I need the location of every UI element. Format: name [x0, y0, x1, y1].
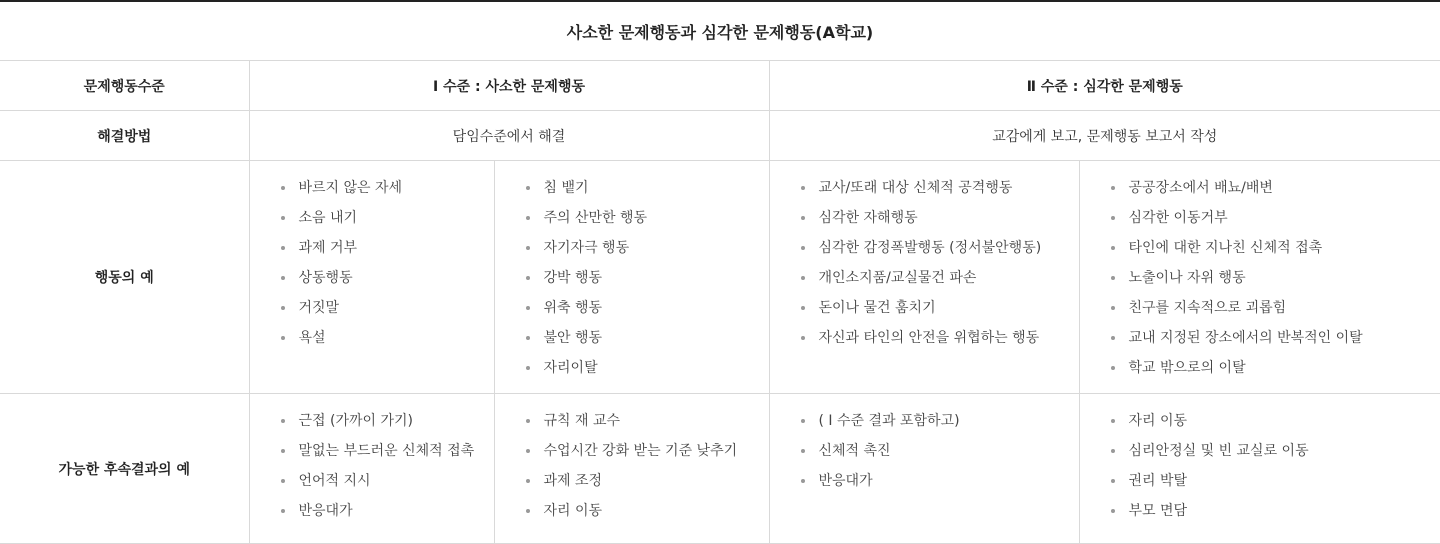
outcomes-col3: [769, 394, 1079, 544]
list-item: 노출이나 자위 행동: [1111, 263, 1440, 293]
list-item: 자리 이동: [1111, 406, 1440, 436]
bullet-list: [250, 161, 494, 363]
outcomes-col4: [1079, 394, 1440, 544]
list-item: 타인에 대한 지나친 신체적 접촉: [1111, 233, 1440, 263]
examples-col3: [769, 161, 1079, 394]
row-label-resolution: 해결방법: [0, 111, 249, 161]
list-item: 공공장소에서 배뇨/배변: [1111, 173, 1440, 203]
table-title: 사소한 문제행동과 심각한 문제행동(A학교): [0, 1, 1440, 61]
outcomes-col2: [494, 394, 769, 544]
list-item: 심각한 감정폭발행동 (정서불안행동): [801, 233, 1079, 263]
list-item: 심각한 자해행동: [801, 203, 1079, 233]
level2-resolution: 교감에게 보고, 문제행동 보고서 작성: [769, 111, 1440, 161]
level1-resolution: 담임수준에서 해결: [249, 111, 769, 161]
list-item: 불안 행동: [526, 323, 769, 353]
list-item: 자신과 타인의 안전을 위협하는 행동: [801, 323, 1079, 353]
list-item: 자리이탈: [526, 353, 769, 383]
row-label-examples: 행동의 예: [0, 161, 249, 394]
list-item: 위축 행동: [526, 293, 769, 323]
bullet-list: [770, 394, 1079, 506]
list-item: 권리 박탈: [1111, 466, 1440, 496]
bullet-list: [1080, 394, 1440, 536]
bullet-list: [250, 394, 494, 536]
list-item: 교내 지정된 장소에서의 반복적인 이탈: [1111, 323, 1440, 353]
list-item: 심각한 이동거부: [1111, 203, 1440, 233]
list-item: 말없는 부드러운 신체적 접촉: [281, 436, 494, 466]
row-label-outcomes: 가능한 후속결과의 예: [0, 394, 249, 544]
examples-col4: [1079, 161, 1440, 394]
list-item: 돈이나 물건 훔치기: [801, 293, 1079, 323]
list-item: 과제 조정: [526, 466, 769, 496]
list-item: 상동행동: [281, 263, 494, 293]
list-item: 주의 산만한 행동: [526, 203, 769, 233]
list-item: 반응대가: [801, 466, 1079, 496]
list-item: 자기자극 행동: [526, 233, 769, 263]
bullet-list: [495, 394, 769, 536]
list-item: 과제 거부: [281, 233, 494, 263]
bullet-list: [770, 161, 1079, 363]
list-item: 자리 이동: [526, 496, 769, 526]
list-item: 신체적 촉진: [801, 436, 1079, 466]
examples-col1: [249, 161, 494, 394]
list-item: 학교 밖으로의 이탈: [1111, 353, 1440, 383]
list-item: 수업시간 강화 받는 기준 낮추기: [526, 436, 769, 466]
list-item: 거짓말: [281, 293, 494, 323]
examples-col2: [494, 161, 769, 394]
list-item: 심리안정실 및 빈 교실로 이동: [1111, 436, 1440, 466]
list-item: 바르지 않은 자세: [281, 173, 494, 203]
level2-header: Ⅱ 수준 : 심각한 문제행동: [769, 61, 1440, 111]
bullet-list: [495, 161, 769, 393]
list-item: 언어적 지시: [281, 466, 494, 496]
list-item: 개인소지품/교실물건 파손: [801, 263, 1079, 293]
list-item: 침 뱉기: [526, 173, 769, 203]
list-item: 반응대가: [281, 496, 494, 526]
list-item: 욕설: [281, 323, 494, 353]
list-item: 부모 면담: [1111, 496, 1440, 526]
row-label-level: 문제행동수준: [0, 61, 249, 111]
list-item: 근접 (가까이 가기): [281, 406, 494, 436]
list-item: 소음 내기: [281, 203, 494, 233]
list-item: 교사/또래 대상 신체적 공격행동: [801, 173, 1079, 203]
bullet-list: [1080, 161, 1440, 393]
list-item: 규칙 재 교수: [526, 406, 769, 436]
list-item: 친구를 지속적으로 괴롭힘: [1111, 293, 1440, 323]
list-item: ( Ⅰ 수준 결과 포함하고): [801, 406, 1079, 436]
level1-header: Ⅰ 수준 : 사소한 문제행동: [249, 61, 769, 111]
outcomes-col1: [249, 394, 494, 544]
list-item: 강박 행동: [526, 263, 769, 293]
